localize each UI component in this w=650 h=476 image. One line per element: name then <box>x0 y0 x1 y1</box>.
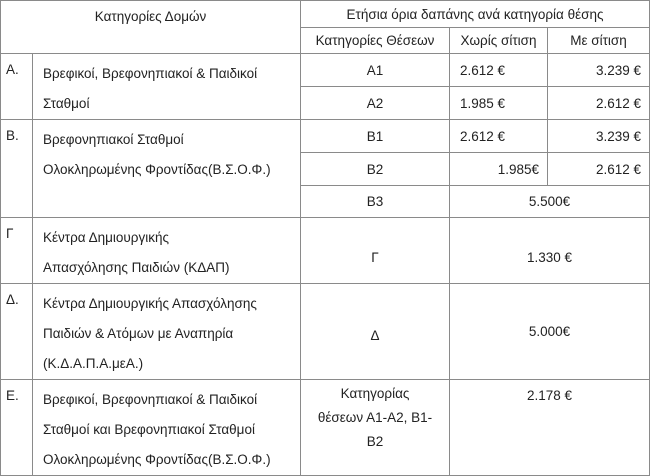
row-e-description: Βρεφικοί, Βρεφονηπιακοί & Παιδικοί Σταθμοί και Βρεφονηπιακοί Σταθμοί Ολοκληρωμένης Φροντίδας(Β.Σ.Ο.Φ.) <box>33 380 301 476</box>
header-with-meals: Με σίτιση <box>548 28 650 54</box>
row-e-category: Κατηγορίας θέσεων Α1-Α2, Β1- Β2 <box>301 380 450 476</box>
row-a-index: Α. <box>1 54 33 120</box>
header-without-meals: Χωρίς σίτιση <box>450 28 548 54</box>
row-b2-category: Β2 <box>301 153 450 186</box>
header-position-categories: Κατηγορίες Θέσεων <box>301 28 450 54</box>
row-a2-category: Α2 <box>301 87 450 120</box>
row-d-description: Κέντρα Δημιουργικής Απασχόλησης Παιδιών & Ατόμων με Αναπηρία (Κ.Δ.Α.Π.Α.μεΑ.) <box>33 284 301 380</box>
row-b3-category: Β3 <box>301 186 450 218</box>
row-b1-category: Β1 <box>301 120 450 153</box>
row-e-index: Ε. <box>1 380 33 476</box>
row-c-description: Κέντρα Δημιουργικής Απασχόλησης Παιδιών (ΚΔΑΠ) <box>33 218 301 284</box>
row-a2-with-meals: 2.612 € <box>548 87 650 120</box>
row-a2-without-meals: 1.985 € <box>450 87 548 120</box>
row-b2-with-meals: 2.612 € <box>548 153 650 186</box>
row-d-index: Δ. <box>1 284 33 380</box>
row-d-category: Δ <box>301 284 450 380</box>
row-b3-value: 5.500€ <box>450 186 650 218</box>
row-c-value: 1.330 € <box>450 218 650 284</box>
row-a1-category: Α1 <box>301 54 450 87</box>
row-a-description: Βρεφικοί, Βρεφονηπιακοί & Παιδικοί Σταθμοί <box>33 54 301 120</box>
row-b1-without-meals: 2.612 € <box>450 120 548 153</box>
row-b-description: Βρεφονηπιακοί Σταθμοί Ολοκληρωμένης Φροντίδας(Β.Σ.Ο.Φ.) <box>33 120 301 218</box>
row-c-category: Γ <box>301 218 450 284</box>
row-e-value: 2.178 € <box>450 380 650 476</box>
row-b-index: Β. <box>1 120 33 218</box>
row-b1-with-meals: 3.239 € <box>548 120 650 153</box>
header-annual-limits: Ετήσια όρια δαπάνης ανά κατηγορία θέσης <box>301 1 650 28</box>
row-d-value: 5.000€ <box>450 284 650 380</box>
row-b2-without-meals: 1.985€ <box>450 153 548 186</box>
row-a1-with-meals: 3.239 € <box>548 54 650 87</box>
row-a1-without-meals: 2.612 € <box>450 54 548 87</box>
row-c-index: Γ <box>1 218 33 284</box>
header-structure-categories: Κατηγορίες Δομών <box>1 1 301 54</box>
